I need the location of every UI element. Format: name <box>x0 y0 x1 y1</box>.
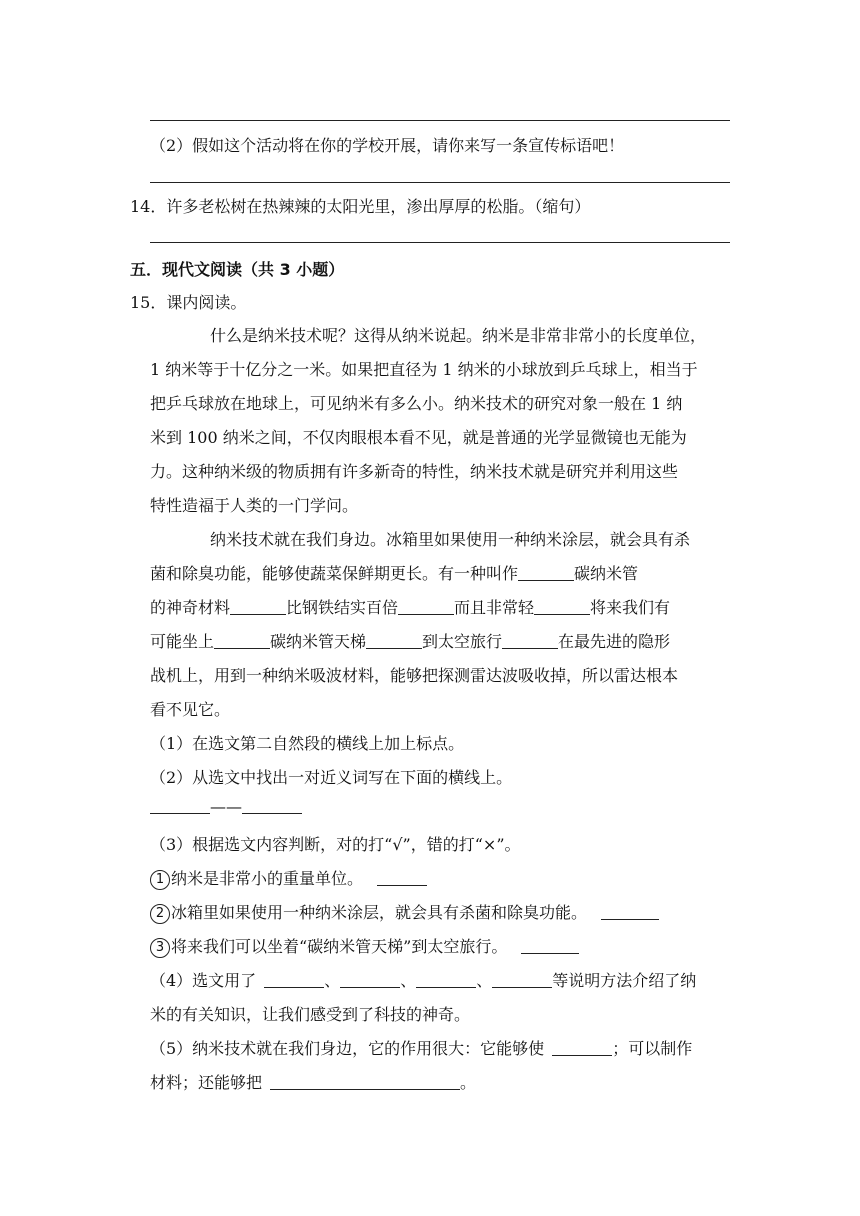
blank-punct-4[interactable] <box>534 598 590 615</box>
p1-line-2: 1 纳米等于十亿分之一米。如果把直径为 1 纳米的小球放到乒乓球上，相当于 <box>150 360 698 379</box>
p2-line-1: 纳米技术就在我们身边。冰箱里如果使用一种纳米涂层，就会具有杀 <box>210 530 691 549</box>
p1-line-3: 把乒乓球放在地球上，可见纳米有多么小。纳米技术的研究对象一般在 1 纳 <box>150 394 683 413</box>
judge-blank-3[interactable] <box>521 937 579 954</box>
sub-question-4-cont: 米的有关知识，让我们感受到了科技的神奇。 <box>150 1005 471 1024</box>
blank-punct-3[interactable] <box>398 598 454 615</box>
method-blank-1[interactable] <box>264 971 324 988</box>
judge-blank-2[interactable] <box>601 903 659 920</box>
judge-item-3: 3 将来我们可以坐着“碳纳米管天梯”到太空旅行。 <box>150 934 579 958</box>
p2-line-3: 的神奇材料 比钢铁结实百倍 而且非常轻 将来我们有 <box>150 598 671 617</box>
answer-line-2[interactable] <box>150 182 730 183</box>
function-blank-2[interactable] <box>270 1073 460 1090</box>
p2-line-6: 看不见它。 <box>150 700 231 719</box>
p2-line-2: 菌和除臭功能，能够使蔬菜保鲜期更长。有一种叫作 碳纳米管 <box>150 564 639 583</box>
synonym-answer: —— <box>150 797 302 816</box>
blank-punct-2[interactable] <box>230 598 286 615</box>
sub-question-4: （4）选文用了 、 、 、 等说明方法介绍了纳 <box>150 971 697 990</box>
section5-title: 五．现代文阅读（共 3 小题） <box>130 260 345 279</box>
judge-blank-1[interactable] <box>377 869 427 886</box>
answer-line-3[interactable] <box>150 242 730 243</box>
synonym-blank-2[interactable] <box>242 797 302 814</box>
function-blank-1[interactable] <box>552 1039 612 1056</box>
answer-line-1[interactable] <box>150 120 730 121</box>
circled-number: 1 <box>150 870 170 890</box>
blank-punct-6[interactable] <box>366 632 422 649</box>
synonym-blank-1[interactable] <box>150 797 210 814</box>
sub-question-5: （5）纳米技术就在我们身边，它的作用很大：它能够使 ；可以制作 <box>150 1039 693 1058</box>
judge-item-1: 1 纳米是非常小的重量单位。 <box>150 866 427 890</box>
method-blank-3[interactable] <box>416 971 476 988</box>
circled-number: 2 <box>150 904 170 924</box>
blank-punct-7[interactable] <box>502 632 558 649</box>
p1-line-4: 米到 100 纳米之间，不仅肉眼根本看不见，就是普通的光学显微镜也无能为 <box>150 428 687 447</box>
blank-punct-5[interactable] <box>214 632 270 649</box>
method-blank-4[interactable] <box>492 971 552 988</box>
sub-question-1: （1）在选文第二自然段的横线上加上标点。 <box>150 734 465 753</box>
method-blank-2[interactable] <box>340 971 400 988</box>
p2-line-5: 战机上，用到一种纳米吸波材料，能够把探测雷达波吸收掉，所以雷达根本 <box>150 666 679 685</box>
p1-line-6: 特性造福于人类的一门学问。 <box>150 496 359 515</box>
sub-question-5-cont: 材料；还能够把 。 <box>150 1073 477 1092</box>
blank-punct-1[interactable] <box>518 564 574 581</box>
judge-item-2: 2 冰箱里如果使用一种纳米涂层，就会具有杀菌和除臭功能。 <box>150 900 659 924</box>
circled-number: 3 <box>150 938 170 958</box>
p1-line-1: 什么是纳米技术呢？这得从纳米说起。纳米是非常非常小的长度单位， <box>210 326 707 345</box>
sub-question-2: （2）从选文中找出一对近义词写在下面的横线上。 <box>150 768 513 787</box>
q15-title: 15．课内阅读。 <box>130 293 247 312</box>
p1-line-5: 力。这种纳米级的物质拥有许多新奇的特性，纳米技术就是研究并利用这些 <box>150 462 679 481</box>
q13-sub2: （2）假如这个活动将在你的学校开展，请你来写一条宣传标语吧！ <box>150 136 625 155</box>
sub-question-3: （3）根据选文内容判断，对的打“√”，错的打“×”。 <box>150 835 521 854</box>
q14-text: 14．许多老松树在热辣辣的太阳光里，渗出厚厚的松脂。（缩句） <box>130 197 591 216</box>
p2-line-4: 可能坐上 碳纳米管天梯 到太空旅行 在最先进的隐形 <box>150 632 671 651</box>
